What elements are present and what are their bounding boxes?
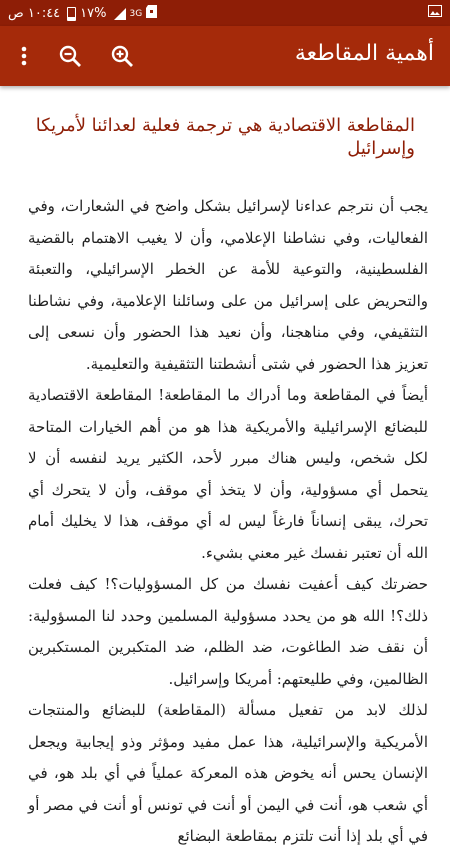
article-paragraph: يجب أن نترجم عداءنا لإسرائيل بشكل واضح في الشعارات، وفي الفعاليات، وفي نشاطنا الإعلامي، وأن لا يغيب الاهتمام بالقضية الفلسطينية، والتوعية للأمة عن الخطر الإسرائيلي، والتعبئة والتحريض على إسرائيل من على وسائلنا الإعلامية، وفي نشاطنا التثقيفي، وفي مناهجنا، وأن نعيد هذا الحضور وأن نسعى إلى تعزيز هذا الحضور في شتى أنشطتنا التثقيفية والتعليمية. [28,197,428,373]
status-time: ١٠:٤٤ ص [8,6,61,21]
zoom-out-icon[interactable] [52,38,88,74]
network-type: 3G [129,8,143,19]
app-bar [0,26,450,86]
battery-icon [67,7,76,21]
status-left [8,5,161,22]
sd-card-icon [146,5,157,22]
zoom-in-icon[interactable] [104,38,140,74]
signal-icon [114,8,126,20]
image-icon [428,5,442,21]
app-title: أهمية المقاطعة [294,41,434,66]
more-vert-icon[interactable] [6,38,42,74]
article-body [28,191,428,853]
article-title: المقاطعة الاقتصادية هي ترجمة فعلية لعدائنا لأمريكا وإسرائيل [35,115,415,159]
battery-percent: ١٧% [80,6,107,21]
status-bar [0,0,450,26]
article-content[interactable] [0,86,450,845]
article-paragraph: لذلك لابد من تفعيل مسألة (المقاطعة) للبضائع والمنتجات الأمريكية والإسرائيلية، هذا عمل مفيد ومؤثر وذو إيجابية ويجعل الإنسان يحس أنه يخوض هذه المعركة عملياً في أي بلد هو، في أي شعب هو، أنت في اليمن أو أنت في تونس أو أنت في مصر أو في أي بلد إذا أنت تلتزم بمقاطعة البضائع [28,701,428,845]
article-paragraph: حضرتك كيف أعفيت نفسك من كل المسؤوليات؟! كيف فعلت ذلك؟! الله هو من يحدد مسؤولية المسلمين وحدد لنا المسؤولية: أن نقف ضد الطاغوت، ضد الظلم، ضد المتكبرين المستكبرين الظالمين، وفي طليعتهم: أمريكا وإسرائيل. [28,575,428,688]
article-paragraph: أيضاً في المقاطعة وما أدراك ما المقاطعة! المقاطعة الاقتصادية للبضائع الإسرائيلية والأمريكية هذا هو من أهم الخيارات المتاحة لكل شخص، وليس هناك مبرر لأحد، الكثير يريد لنفسه أن لا يتحمل أي مسؤولية، وأن لا يتخذ أي موقف، وأن لا يتحرك أي تحرك، يبقى إنساناً فارغاً ليس له أي موقف، هذا لا يخليك أمام الله أن تعتبر نفسك غير معني بشيء. [28,386,428,562]
